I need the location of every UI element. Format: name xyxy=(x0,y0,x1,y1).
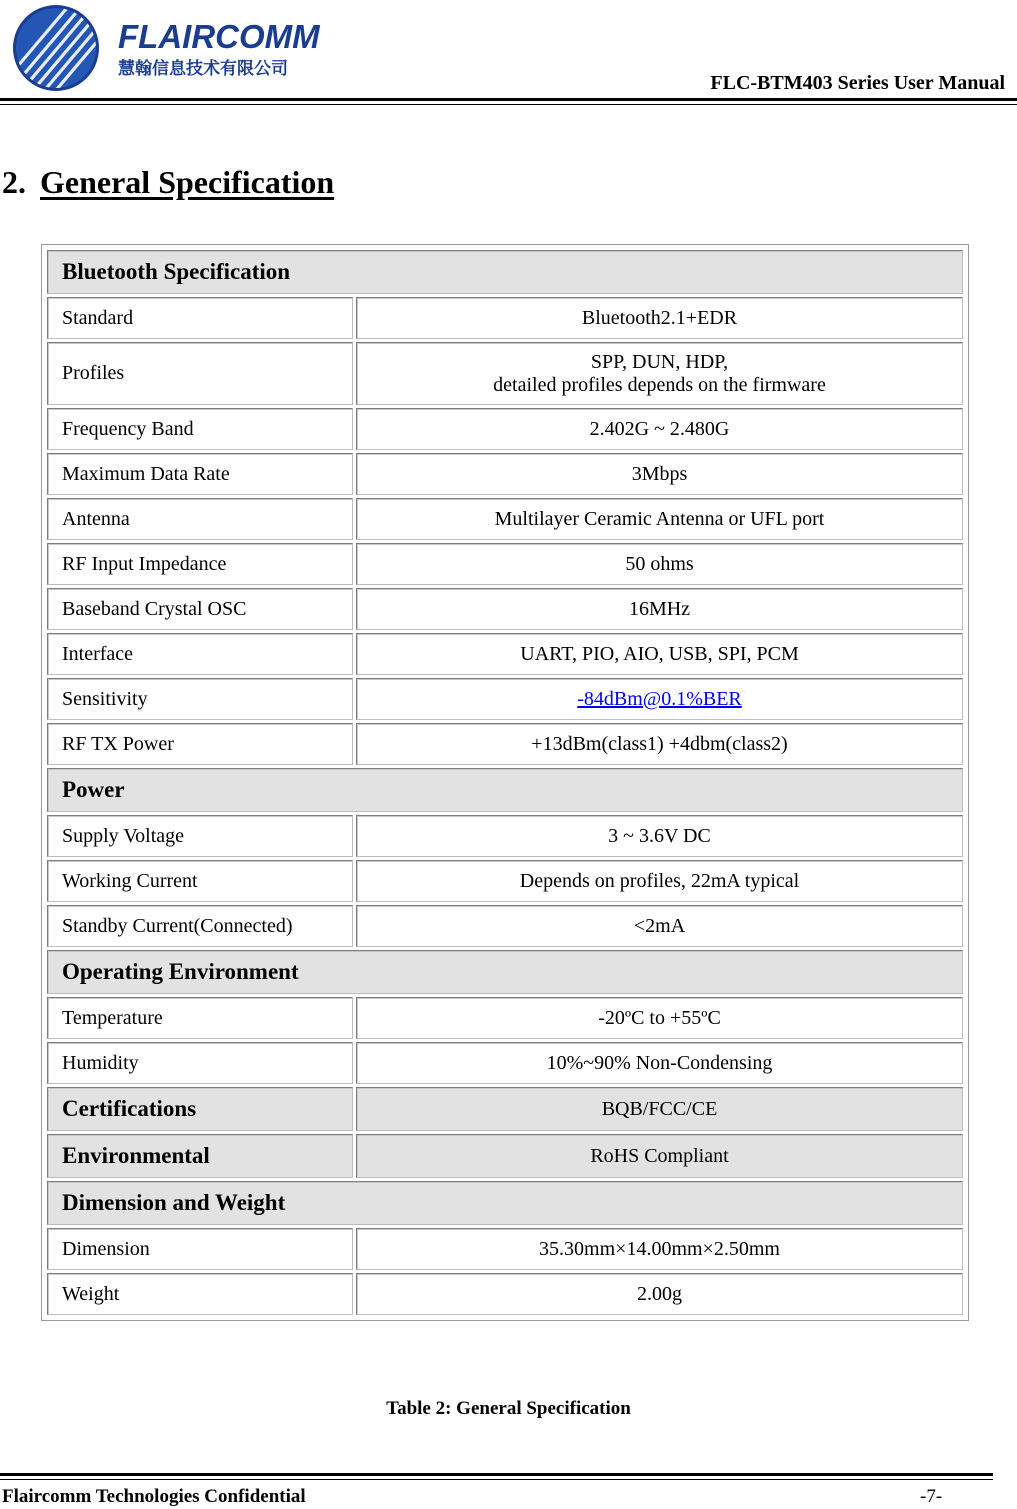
header-rule xyxy=(0,98,1017,101)
table-row xyxy=(47,588,963,630)
footer-rule xyxy=(0,1473,993,1476)
row-label: Maximum Data Rate xyxy=(47,453,353,495)
row-value: 16MHz xyxy=(356,588,963,630)
footer-rule-thin xyxy=(0,1479,993,1480)
table-row xyxy=(47,342,963,405)
row-value: -20ºC to +55ºC xyxy=(356,997,963,1039)
row-label: Interface xyxy=(47,633,353,675)
row-value: 35.30mm×14.00mm×2.50mm xyxy=(356,1228,963,1270)
flaircomm-logo xyxy=(6,2,326,94)
row-value: Multilayer Ceramic Antenna or UFL port xyxy=(356,498,963,540)
table-row xyxy=(47,905,963,947)
row-label: Humidity xyxy=(47,1042,353,1084)
table-row xyxy=(47,723,963,765)
page-header xyxy=(0,0,1017,106)
profiles-line-2: detailed profiles depends on the firmware xyxy=(493,373,826,396)
row-value: UART, PIO, AIO, USB, SPI, PCM xyxy=(356,633,963,675)
logo-wordmark: FLAIRCOMM xyxy=(118,18,320,55)
table-section-header xyxy=(47,250,963,294)
table-section-header xyxy=(47,1087,963,1131)
table-row xyxy=(47,633,963,675)
row-label: Standby Current(Connected) xyxy=(47,905,353,947)
bluetooth-header: Bluetooth Specification xyxy=(47,250,963,294)
table-section-header xyxy=(47,1134,963,1178)
table-row xyxy=(47,408,963,450)
table-row xyxy=(47,997,963,1039)
row-value: 50 ohms xyxy=(356,543,963,585)
row-label: RF TX Power xyxy=(47,723,353,765)
table-section-header xyxy=(47,768,963,812)
header-rule-thin xyxy=(0,104,1017,105)
sensitivity-link[interactable]: -84dBm@0.1%BER xyxy=(577,687,742,710)
row-label: Baseband Crystal OSC xyxy=(47,588,353,630)
row-value: 2.00g xyxy=(356,1273,963,1315)
row-label: Sensitivity xyxy=(47,678,353,720)
environment-header: Operating Environment xyxy=(47,950,963,994)
row-label: Dimension xyxy=(47,1228,353,1270)
document-title: FLC-BTM403 Series User Manual xyxy=(710,72,1005,94)
table-row xyxy=(47,453,963,495)
table-row xyxy=(47,815,963,857)
table-row xyxy=(47,1228,963,1270)
table-row xyxy=(47,1273,963,1315)
row-value xyxy=(356,678,963,720)
dimension-header: Dimension and Weight xyxy=(47,1181,963,1225)
spec-table xyxy=(41,244,969,1321)
table-row xyxy=(47,1042,963,1084)
row-label: Weight xyxy=(47,1273,353,1315)
row-value: 2.402G ~ 2.480G xyxy=(356,408,963,450)
environmental-header: Environmental xyxy=(47,1134,353,1178)
row-label: Frequency Band xyxy=(47,408,353,450)
row-value: 10%~90% Non-Condensing xyxy=(356,1042,963,1084)
row-label: Profiles xyxy=(47,342,353,405)
row-value: <2mA xyxy=(356,905,963,947)
section-title: General Specification xyxy=(40,164,335,200)
logo-subtitle: 慧翰信息技术有限公司 xyxy=(118,59,288,79)
footer-confidential: Flaircomm Technologies Confidential xyxy=(2,1486,306,1507)
certifications-header: Certifications xyxy=(47,1087,353,1131)
row-label: Antenna xyxy=(47,498,353,540)
table-row xyxy=(47,297,963,339)
row-value: 3 ~ 3.6V DC xyxy=(356,815,963,857)
row-value: Depends on profiles, 22mA typical xyxy=(356,860,963,902)
row-value: 3Mbps xyxy=(356,453,963,495)
section-number: 2. xyxy=(2,164,26,200)
environmental-value: RoHS Compliant xyxy=(356,1134,963,1178)
table-row xyxy=(47,498,963,540)
table-section-header xyxy=(47,1181,963,1225)
row-label: Standard xyxy=(47,297,353,339)
certifications-value: BQB/FCC/CE xyxy=(356,1087,963,1131)
table-row xyxy=(47,543,963,585)
profiles-line-1: SPP, DUN, HDP, xyxy=(590,350,729,373)
row-value xyxy=(356,342,963,405)
page-number: -7- xyxy=(920,1486,943,1507)
power-header: Power xyxy=(47,768,963,812)
table-caption: Table 2: General Specification xyxy=(386,1398,631,1419)
row-value: Bluetooth2.1+EDR xyxy=(356,297,963,339)
row-label: Temperature xyxy=(47,997,353,1039)
table-section-header xyxy=(47,950,963,994)
table-row xyxy=(47,860,963,902)
row-value: +13dBm(class1) +4dbm(class2) xyxy=(356,723,963,765)
row-label: Supply Voltage xyxy=(47,815,353,857)
table-row xyxy=(47,678,963,720)
row-label: Working Current xyxy=(47,860,353,902)
section-heading xyxy=(2,164,334,201)
row-label: RF Input Impedance xyxy=(47,543,353,585)
